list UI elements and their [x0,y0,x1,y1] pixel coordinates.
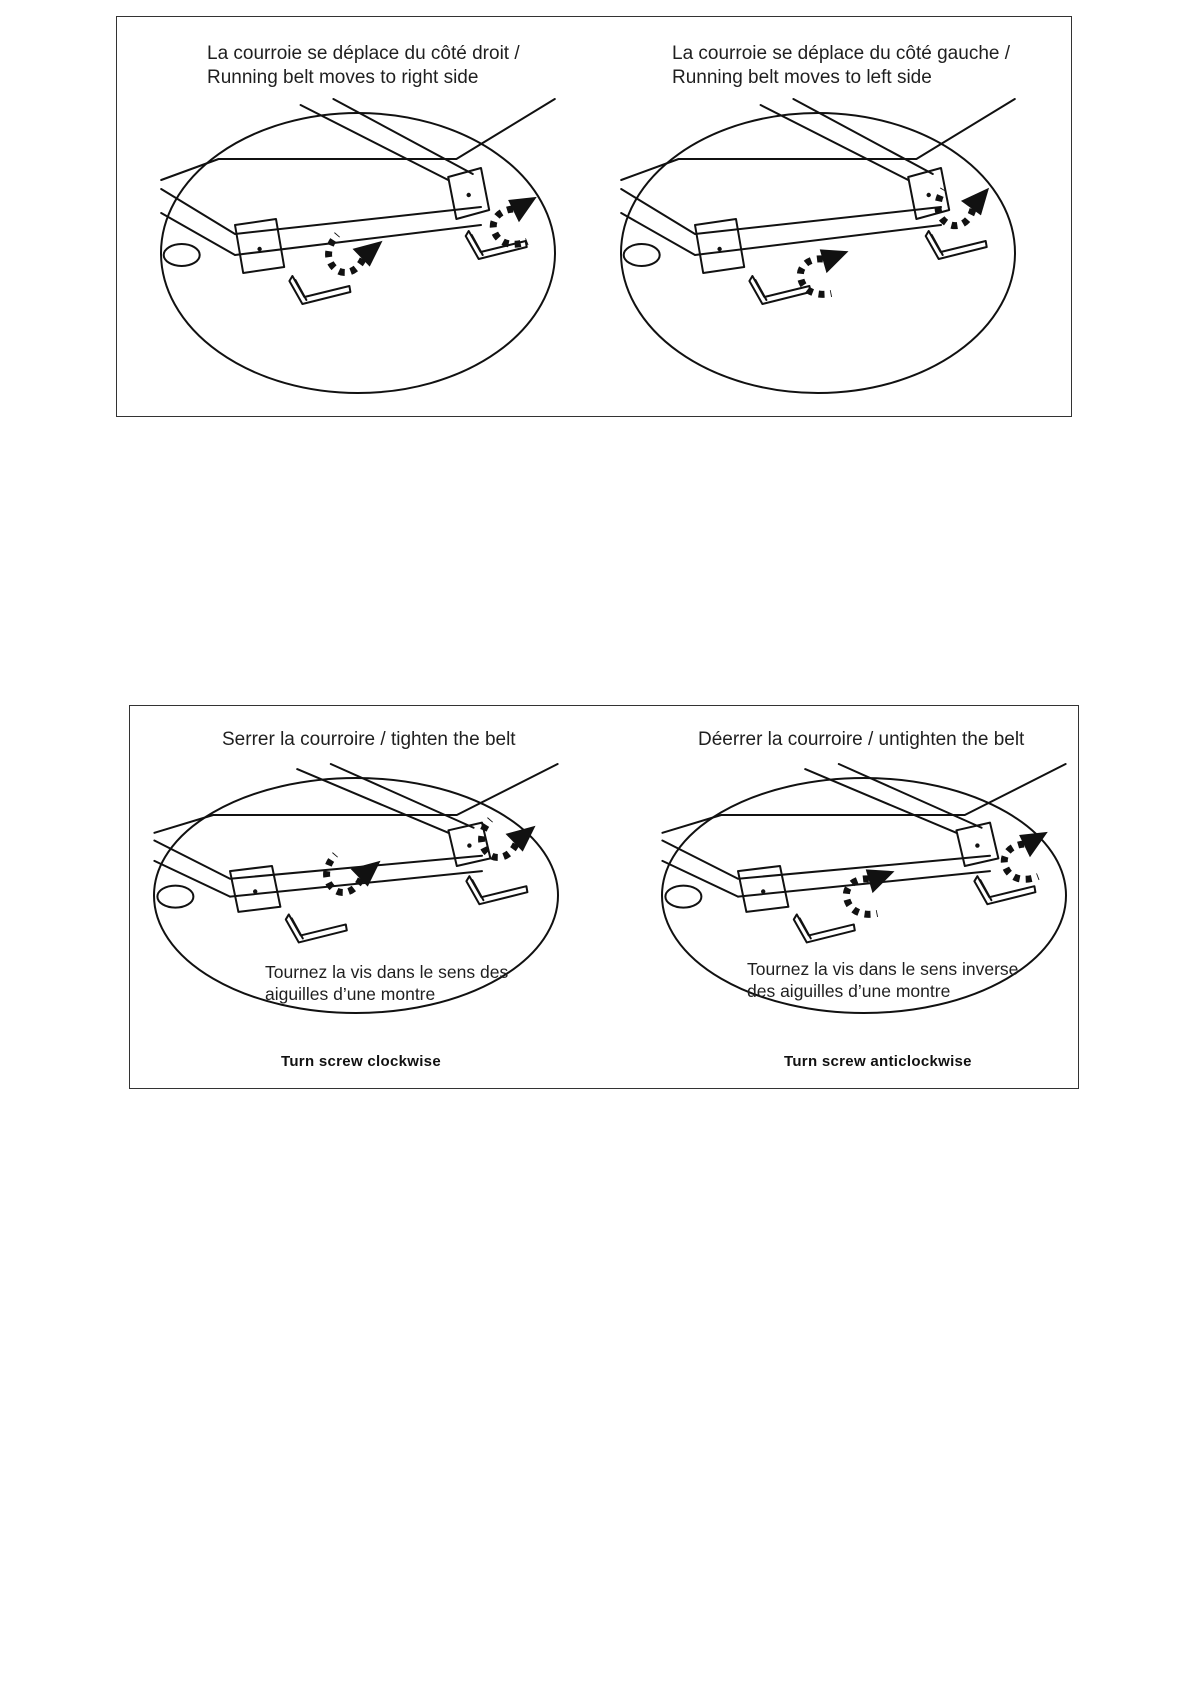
rotation-arrow-icon [484,185,555,255]
left-side-caption [672,42,1010,90]
left-side-illustration [613,99,1023,399]
rotation-arrow-icon [473,802,543,868]
hex-key-icon [286,914,347,942]
right-side-caption [207,42,520,90]
rotation-arrow-icon [995,820,1066,890]
belt-tension-panel [129,705,1079,1089]
anticlockwise-note [747,958,1018,1002]
left-side-caption-en: Running belt moves to left side [672,67,932,88]
hex-key-icon [794,914,855,942]
treadmill-belt-end-illustration [161,99,555,273]
right-side-caption-en: Running belt moves to right side [207,67,479,88]
illustration-oval [621,113,1015,393]
rotation-arrow-icon [320,217,390,283]
right-side-caption-fr: La courroie se déplace du côté droit / [207,43,520,64]
hex-key-icon [926,231,987,259]
hex-key-icon [466,876,527,904]
anticlockwise-note-line1: Tournez la vis dans le sens inverse [747,959,1019,979]
clockwise-note-line2: aiguilles d’une montre [265,984,436,1004]
treadmill-belt-end-illustration [662,764,1065,912]
hex-key-icon [289,276,350,304]
left-side-caption-fr: La courroie se déplace du côté gauche / [672,43,1011,64]
untighten-caption: Déerrer la courroire / untighten the belt [698,729,1025,750]
clockwise-note-line1: Tournez la vis dans le sens des [265,962,509,982]
anticlockwise-note-line2: des aiguilles d’une montre [747,981,951,1001]
treadmill-belt-end-illustration [154,764,557,912]
belt-alignment-panel [116,16,1072,417]
clockwise-note [265,961,508,1005]
treadmill-belt-end-illustration [621,99,1015,273]
clockwise-label: Turn screw clockwise [281,1053,441,1070]
anticlockwise-label: Turn screw anticlockwise [784,1053,972,1070]
tighten-caption: Serrer la courroire / tighten the belt [222,729,516,750]
right-side-illustration [153,99,563,399]
